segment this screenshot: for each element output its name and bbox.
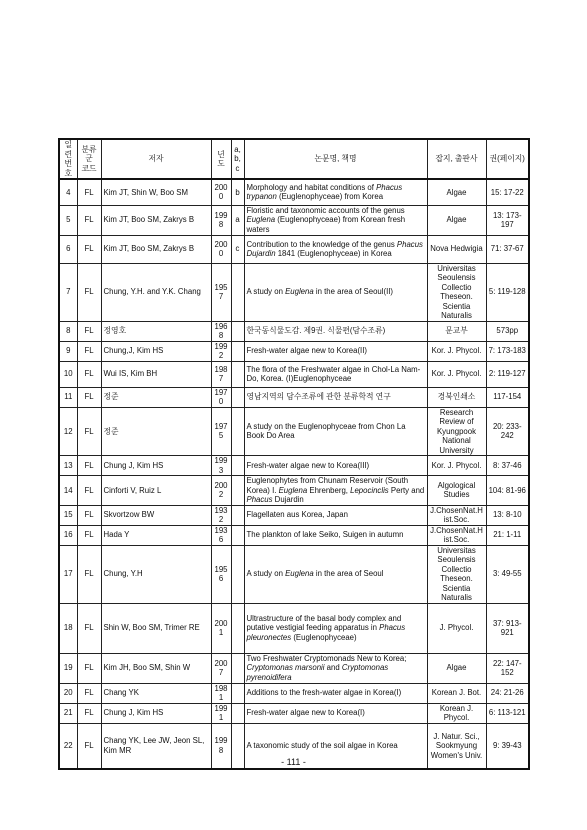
- title-segment: (Euglenophyceae): [291, 632, 357, 642]
- title-segment: 한국동식물도감. 제9권. 식물편(담수조류): [246, 326, 386, 336]
- cell-taxon-code: FL: [77, 653, 101, 683]
- title-segment: Morphology and habitat conditions of: [246, 182, 377, 192]
- cell-serial-number: 6: [59, 235, 77, 263]
- table-row: [59, 361, 529, 387]
- cell-title: [244, 361, 427, 387]
- cell-author: Chung,J, Kim HS: [101, 341, 211, 361]
- title-segment: 1841 (Euglenophyceae) in Korea: [275, 249, 392, 258]
- header-title: 논문명, 책명: [244, 139, 427, 179]
- cell-volume-pages: 7: 173-183: [486, 341, 529, 361]
- cell-year: 2000: [211, 235, 231, 263]
- title-segment: Fresh-water algae new to Korea(II): [246, 346, 367, 356]
- table-row: [59, 387, 529, 407]
- cell-author: 정준: [101, 407, 211, 456]
- title-segment: The plankton of lake Seiko, Suigen in autumn: [246, 530, 404, 540]
- title-segment: 영남지역의 담수조류에 관한 분류학적 연구: [246, 392, 391, 402]
- cell-volume-pages: 37: 913-921: [486, 603, 529, 653]
- cell-serial-number: 11: [59, 387, 77, 407]
- cell-author: Kim JH, Boo SM, Shin W: [101, 653, 211, 683]
- table-row: [59, 205, 529, 235]
- cell-journal: Kor. J. Phycol.: [427, 361, 486, 387]
- cell-year: 1957: [211, 263, 231, 321]
- cell-author: Kim JT, Boo SM, Zakrys B: [101, 205, 211, 235]
- title-italic-segment: Cryptomonas pyrenoidifera: [246, 663, 389, 682]
- cell-volume-pages: 2: 119-127: [486, 361, 529, 387]
- cell-journal: Universitas Seoulensis Collectio Theseon. Scientia Naturalis: [427, 263, 486, 321]
- cell-volume-pages: 5: 119-128: [486, 263, 529, 321]
- cell-author: Hada Y: [101, 525, 211, 545]
- cell-volume-pages: 573pp: [486, 321, 529, 341]
- cell-journal: Algae: [427, 653, 486, 683]
- cell-taxon-code: FL: [77, 321, 101, 341]
- title-segment: Perty and: [388, 485, 425, 495]
- cell-author: Skvortzow BW: [101, 505, 211, 525]
- table-row: [59, 456, 529, 476]
- cell-taxon-code: FL: [77, 341, 101, 361]
- cell-author: 정준: [101, 387, 211, 407]
- title-segment: in the area of Seoul: [313, 569, 384, 579]
- cell-volume-pages: 117-154: [486, 387, 529, 407]
- table-row: [59, 235, 529, 263]
- cell-serial-number: 14: [59, 476, 77, 506]
- cell-year: 2002: [211, 476, 231, 506]
- cell-abc: [231, 361, 244, 387]
- cell-abc: [231, 456, 244, 476]
- cell-title: [244, 179, 427, 205]
- cell-serial-number: 8: [59, 321, 77, 341]
- cell-journal: Kor. J. Phycol.: [427, 341, 486, 361]
- cell-title: [244, 263, 427, 321]
- cell-title: [244, 456, 427, 476]
- cell-serial-number: 21: [59, 703, 77, 723]
- title-segment: Ultrastructure of the basal body complex and putative vestigial feeding apparatus in: [246, 613, 402, 633]
- cell-year: 2000: [211, 179, 231, 205]
- cell-author: 정영호: [101, 321, 211, 341]
- cell-taxon-code: FL: [77, 525, 101, 545]
- title-italic-segment: Cryptomonas marsonii: [246, 663, 325, 673]
- title-italic-segment: Euglena: [246, 215, 276, 225]
- cell-year: 1968: [211, 321, 231, 341]
- title-segment: and: [324, 663, 342, 673]
- title-segment: Additions to the fresh-water algae in Korea(I): [246, 688, 402, 698]
- title-segment: Ehrenberg,: [307, 485, 351, 495]
- header-taxon-code: 분류군 코드: [77, 139, 101, 179]
- cell-title: [244, 341, 427, 361]
- cell-serial-number: 16: [59, 525, 77, 545]
- cell-year: 1987: [211, 361, 231, 387]
- cell-serial-number: 12: [59, 407, 77, 456]
- cell-title: [244, 321, 427, 341]
- cell-serial-number: 19: [59, 653, 77, 683]
- cell-year: 1936: [211, 525, 231, 545]
- cell-journal: Kor. J. Phycol.: [427, 456, 486, 476]
- cell-title: [244, 703, 427, 723]
- table-body: [59, 179, 529, 769]
- title-segment: Fresh-water algae new to Korea(I): [246, 708, 365, 718]
- cell-year: 1981: [211, 683, 231, 703]
- cell-title: [244, 683, 427, 703]
- cell-abc: a: [231, 205, 244, 235]
- cell-volume-pages: 71: 37-67: [486, 235, 529, 263]
- cell-author: Chang YK, Lee JW, Jeon SL, Kim MR: [101, 723, 211, 769]
- cell-journal: Algological Studies: [427, 476, 486, 506]
- title-segment: Euglenophytes from Chunam Reservoir (South Korea) I.: [246, 476, 409, 495]
- cell-volume-pages: 6: 113-121: [486, 703, 529, 723]
- cell-journal: Universitas Seoulensis Collectio Theseon. Scientia Naturalis: [427, 545, 486, 603]
- cell-volume-pages: 15: 17-22: [486, 179, 529, 205]
- table-row: [59, 653, 529, 683]
- cell-volume-pages: 13: 8-10: [486, 505, 529, 525]
- table-header-row: [59, 139, 529, 179]
- cell-serial-number: 13: [59, 456, 77, 476]
- cell-journal: Korean J. Bot.: [427, 683, 486, 703]
- cell-volume-pages: 104: 81-96: [486, 476, 529, 506]
- page-number: - 111 -: [281, 757, 306, 767]
- cell-journal: Algae: [427, 205, 486, 235]
- title-segment: (Euglenophyceae) from Korean fresh waters: [246, 215, 406, 234]
- cell-volume-pages: 9: 39-43: [486, 723, 529, 769]
- cell-year: 1993: [211, 456, 231, 476]
- cell-journal: J. Phycol.: [427, 603, 486, 653]
- title-segment: Dujardin: [272, 495, 304, 504]
- cell-year: 1998: [211, 205, 231, 235]
- cell-author: Chang YK: [101, 683, 211, 703]
- cell-taxon-code: FL: [77, 545, 101, 603]
- cell-taxon-code: FL: [77, 361, 101, 387]
- cell-journal: Nova Hedwigia: [427, 235, 486, 263]
- table-row: [59, 476, 529, 506]
- cell-journal: 경북인쇄소: [427, 387, 486, 407]
- cell-volume-pages: 22: 147-152: [486, 653, 529, 683]
- cell-abc: [231, 545, 244, 603]
- cell-title: [244, 476, 427, 506]
- cell-title: [244, 235, 427, 263]
- title-segment: Contribution to the knowledge of the genus: [246, 239, 397, 249]
- cell-title: [244, 205, 427, 235]
- cell-taxon-code: FL: [77, 703, 101, 723]
- table-row: [59, 703, 529, 723]
- cell-taxon-code: FL: [77, 723, 101, 769]
- cell-abc: [231, 653, 244, 683]
- cell-year: 2001: [211, 603, 231, 653]
- cell-abc: [231, 341, 244, 361]
- cell-year: 1991: [211, 703, 231, 723]
- cell-serial-number: 10: [59, 361, 77, 387]
- cell-volume-pages: 3: 49-55: [486, 545, 529, 603]
- title-segment: Two Freshwater Cryptomonads New to Korea;: [246, 653, 407, 663]
- cell-taxon-code: FL: [77, 235, 101, 263]
- cell-author: Chung J, Kim HS: [101, 703, 211, 723]
- cell-abc: [231, 321, 244, 341]
- header-journal: 잡지, 출판사: [427, 139, 486, 179]
- cell-year: 1970: [211, 387, 231, 407]
- title-italic-segment: Euglena: [285, 287, 314, 297]
- title-segment: A study on: [246, 569, 286, 579]
- cell-volume-pages: 13: 173-197: [486, 205, 529, 235]
- title-italic-segment: Phacus trypanon: [246, 182, 403, 202]
- cell-year: 1932: [211, 505, 231, 525]
- bibliography-table: [58, 138, 530, 770]
- cell-taxon-code: FL: [77, 476, 101, 506]
- cell-taxon-code: FL: [77, 683, 101, 703]
- title-italic-segment: Lepocinclis: [350, 485, 389, 495]
- cell-serial-number: 20: [59, 683, 77, 703]
- cell-title: [244, 545, 427, 603]
- header-abc: a, b, c: [231, 139, 244, 179]
- cell-author: Kim JT, Boo SM, Zakrys B: [101, 235, 211, 263]
- cell-volume-pages: 21: 1-11: [486, 525, 529, 545]
- cell-serial-number: 15: [59, 505, 77, 525]
- cell-author: Chung, Y.H: [101, 545, 211, 603]
- cell-abc: [231, 476, 244, 506]
- cell-serial-number: 9: [59, 341, 77, 361]
- cell-year: 2007: [211, 653, 231, 683]
- title-segment: Flagellaten aus Korea, Japan: [246, 510, 348, 520]
- header-author: 저자: [101, 139, 211, 179]
- title-segment: The flora of the Freshwater algae in Chol-La Nam-Do, Korea. (I)Euglenophyceae: [246, 364, 421, 383]
- cell-taxon-code: FL: [77, 263, 101, 321]
- cell-year: 1998: [211, 723, 231, 769]
- cell-abc: [231, 703, 244, 723]
- cell-title: [244, 387, 427, 407]
- cell-volume-pages: 8: 37-46: [486, 456, 529, 476]
- cell-year: 1975: [211, 407, 231, 456]
- cell-abc: c: [231, 235, 244, 263]
- cell-author: Wui IS, Kim BH: [101, 361, 211, 387]
- title-segment: A taxonomic study of the soil algae in Korea: [246, 741, 398, 750]
- cell-taxon-code: FL: [77, 407, 101, 456]
- cell-taxon-code: FL: [77, 505, 101, 525]
- table-row: [59, 603, 529, 653]
- cell-journal: J.ChosenNat.Hist.Soc.: [427, 525, 486, 545]
- cell-serial-number: 18: [59, 603, 77, 653]
- title-italic-segment: Phacus Dujardin: [246, 239, 423, 258]
- title-segment: A study on the Euglenophyceae from Chon La Book Do Area: [246, 421, 406, 441]
- cell-author: Chung, Y.H. and Y.K. Chang: [101, 263, 211, 321]
- cell-abc: [231, 603, 244, 653]
- cell-taxon-code: FL: [77, 456, 101, 476]
- title-segment: Fresh-water algae new to Korea(III): [246, 460, 370, 470]
- header-year: 년도: [211, 139, 231, 179]
- table-row: [59, 505, 529, 525]
- cell-serial-number: 5: [59, 205, 77, 235]
- cell-abc: [231, 407, 244, 456]
- cell-journal: Algae: [427, 179, 486, 205]
- cell-year: 1956: [211, 545, 231, 603]
- cell-author: Chung J, Kim HS: [101, 456, 211, 476]
- cell-title: [244, 603, 427, 653]
- table-row: [59, 341, 529, 361]
- cell-journal: 문교부: [427, 321, 486, 341]
- table-row: [59, 683, 529, 703]
- cell-serial-number: 22: [59, 723, 77, 769]
- cell-taxon-code: FL: [77, 603, 101, 653]
- cell-journal: J. Natur. Sci., Sookmyung Women's Univ.: [427, 723, 486, 769]
- cell-taxon-code: FL: [77, 205, 101, 235]
- cell-abc: [231, 387, 244, 407]
- cell-taxon-code: FL: [77, 179, 101, 205]
- cell-title: [244, 505, 427, 525]
- table-row: [59, 407, 529, 456]
- cell-abc: [231, 525, 244, 545]
- cell-serial-number: 7: [59, 263, 77, 321]
- cell-taxon-code: FL: [77, 387, 101, 407]
- table-row: [59, 545, 529, 603]
- title-italic-segment: Euglena: [278, 485, 308, 495]
- table-row: [59, 321, 529, 341]
- title-segment: Floristic and taxonomic accounts of the genus: [246, 205, 405, 215]
- title-italic-segment: Euglena: [285, 569, 314, 579]
- cell-abc: b: [231, 179, 244, 205]
- cell-author: Cinforti V, Ruiz L: [101, 476, 211, 506]
- table-row: [59, 179, 529, 205]
- cell-serial-number: 4: [59, 179, 77, 205]
- cell-author: Kim JT, Shin W, Boo SM: [101, 179, 211, 205]
- cell-title: [244, 653, 427, 683]
- title-segment: (Euglenophyceae) from Korea: [276, 192, 384, 202]
- cell-journal: J.ChosenNat.Hist.Soc.: [427, 505, 486, 525]
- cell-abc: [231, 263, 244, 321]
- cell-title: [244, 407, 427, 456]
- title-segment: A study on: [246, 287, 286, 297]
- cell-journal: Korean J. Phycol.: [427, 703, 486, 723]
- cell-abc: [231, 505, 244, 525]
- title-italic-segment: Phacus: [246, 495, 273, 504]
- table-row: [59, 263, 529, 321]
- header-serial-number: 일련 번호: [59, 139, 77, 179]
- header-volume-pages: 권(페이지): [486, 139, 529, 179]
- title-segment: in the area of Seoul(II): [313, 287, 394, 297]
- title-italic-segment: Phacus pleuronectes: [246, 623, 406, 642]
- cell-abc: [231, 683, 244, 703]
- table-row: [59, 525, 529, 545]
- cell-journal: Research Review of Kyungpook National University: [427, 407, 486, 456]
- cell-volume-pages: 20: 233-242: [486, 407, 529, 456]
- cell-title: [244, 525, 427, 545]
- cell-year: 1992: [211, 341, 231, 361]
- cell-author: Shin W, Boo SM, Trimer RE: [101, 603, 211, 653]
- cell-volume-pages: 24: 21-26: [486, 683, 529, 703]
- cell-serial-number: 17: [59, 545, 77, 603]
